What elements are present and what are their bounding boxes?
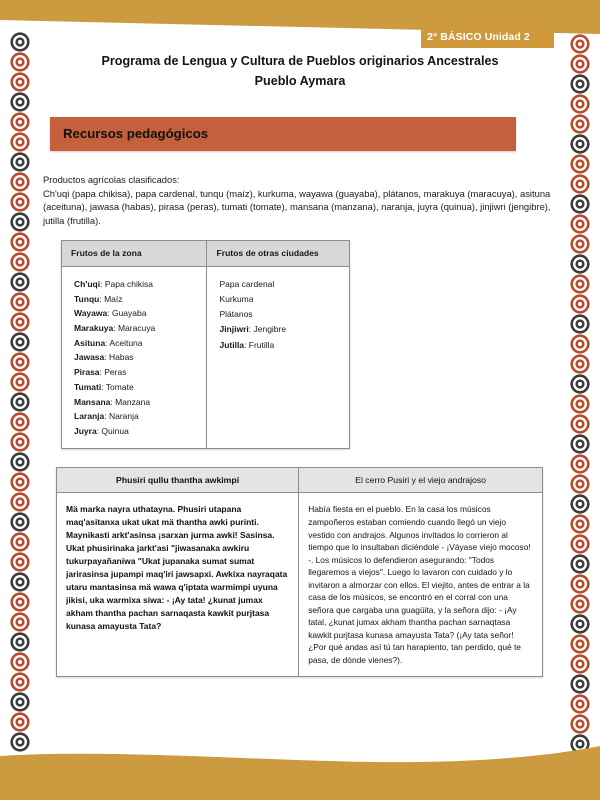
fruit-gloss: : Peras [99, 367, 127, 378]
fruit-term: Tunqu [74, 293, 100, 304]
fruit-gloss: : Habas [104, 352, 134, 363]
unit-badge [421, 28, 554, 48]
fruit-gloss: : Guayaba [107, 308, 147, 319]
bottom-gold-banner [0, 738, 600, 800]
fruit-gloss: : Manzana [110, 396, 151, 407]
story-spanish-cell [299, 493, 543, 677]
story-aymara-text: Mä marka nayra uthatayna. Phusiri utapana maq'asitanxa ukat ukat mä thantha awki purinti. Maynikasti arkt'asinsa ¡sarxan jurma awki! Sasinsa. Ukat phusirinaka jarkt'asi "jiwasanaka awkiru tukurpayañaniwa "Ukat jupanaka sumat sumat jarirasinsa jupampi maq'iri jawsapxi. Awkixa nayraqata utaru mantasinsa mä wawa q'iptata warmimpi uyuna jikisi, uka warmixa siwa: - ¡Ay tata! ¿kunat jumax akham thantha pachan sarnaqasta kawkit purjtasa kunasa amayusta Tata? [66, 504, 288, 631]
fruit-term: Juyra [74, 425, 97, 436]
list-item [74, 336, 206, 351]
fruit-term: Jinjiwri [219, 324, 249, 335]
list-item [74, 394, 206, 409]
fruit-term: Mansana [74, 396, 111, 407]
fruit-gloss: Kurkuma [219, 294, 254, 305]
frutos-otras-cell [207, 266, 350, 449]
fruit-term: Laranja [74, 411, 105, 422]
fruit-gloss: : Frutilla [244, 339, 275, 350]
frutos-zona-cell [62, 266, 207, 449]
list-item [219, 337, 349, 352]
page-title-line-1: Programa de Lengua y Cultura de Pueblos originarios Ancestrales [101, 54, 499, 68]
intro-lead-text: Productos agrícolas clasificados: [43, 174, 180, 186]
story-spanish-text: Había fiesta en el pueblo. En la casa los músicos zampoñeros estaban comiendo cuando llegó un viejo vestido con andrajos. Algunos invitados lo corrieron al tiempo que lo insultaban diciéndole - ¡Váyase viejo mocoso! -. Los músicos lo defendieron asegurando: "Todos llegaremos a viejos". Luego lo lavaron con cuidado y lo invitaron a almorzar con ellos. El viejito, antes de entrar a la casa de los músicos, se encontró en el corral con una señora que cargaba una guagüita, y la señora dijo: - ¡Ay tatal, ¿kunat jumax akham thantha pachan sarnaqtasa kawkit purjtasa kunasa amayusta Tata? (¡Ay tata señor! ¿Por qué andas así tú tan harapiento, tan perdido, qué te pasa, de dónde vienes?). [308, 504, 531, 665]
list-item [74, 306, 206, 321]
frutos-header-otras: Frutos de otras ciudades [207, 240, 350, 266]
frutos-header-zona: Frutos de la zona [62, 240, 207, 266]
list-item [74, 277, 206, 292]
list-item [74, 292, 206, 307]
list-item [74, 321, 206, 336]
fruit-gloss: : Maíz [99, 293, 123, 304]
frutos-table-body-row [62, 266, 350, 449]
right-decorative-ribbon [562, 28, 598, 773]
fruit-term: Asituna [74, 337, 106, 348]
page-content [42, 52, 558, 677]
fruit-gloss: : Naranja [104, 411, 139, 422]
fruit-term: Ch'uqi [74, 279, 101, 289]
frutos-otras-list [207, 277, 349, 352]
frutos-table [61, 240, 350, 450]
fruit-gloss: : Jengibre [248, 324, 287, 335]
intro-paragraph [43, 173, 553, 228]
story-table [56, 467, 543, 677]
story-table-header-row [57, 468, 543, 493]
story-header-aymara-label: Phusiri qullu thantha awkimpi [116, 475, 240, 486]
list-item [74, 409, 206, 424]
section-header-bar [50, 117, 516, 151]
list-item [74, 380, 206, 395]
frutos-zona-list [62, 277, 206, 439]
story-table-body-row [57, 493, 543, 677]
story-header-spanish-label: El cerro Pusiri y el viejo andrajoso [355, 475, 487, 486]
story-aymara-cell [57, 493, 299, 677]
fruit-gloss: : Aceituna [105, 337, 143, 348]
fruit-gloss: : Quinua [96, 425, 129, 436]
fruit-term: Jawasa [74, 352, 105, 363]
section-header-label: Recursos pedagógicos [63, 126, 209, 142]
list-item [219, 292, 349, 307]
page-title-line-2: Pueblo Aymara [254, 73, 346, 88]
frutos-table-header-row [62, 240, 350, 266]
intro-body-text: Ch'uqi (papa chikisa), papa cardenal, tunqu (maíz), kurkuma, wayawa (guayaba), plátanos, marakuya (maracuya), asituna (aceituna), jawasa (habas), pirasa (peras), tumati (tomate), mansana (manzana), naranja, juyra (quinua), jinjiwri (jengibre), jutilla (frutilla). [43, 187, 551, 227]
list-item [219, 322, 349, 337]
list-item [219, 277, 349, 292]
fruit-term: Wayawa [74, 308, 108, 319]
list-item [74, 365, 206, 380]
fruit-gloss: : Maracuya [113, 323, 156, 334]
story-header-aymara-cell [57, 468, 299, 493]
list-item [74, 350, 206, 365]
fruit-gloss: Plátanos [219, 309, 253, 320]
fruit-gloss: : Tomate [101, 381, 134, 392]
page-title [42, 52, 558, 91]
fruit-term: Tumati [74, 381, 102, 392]
fruit-gloss: Papa cardenal [219, 279, 275, 290]
left-decorative-ribbon [2, 28, 38, 773]
list-item [74, 424, 206, 439]
list-item [219, 307, 349, 322]
unit-badge-label: 2° BÁSICO Unidad 2 [427, 31, 530, 43]
fruit-term: Jutilla [219, 339, 245, 350]
fruit-term: Pirasa [74, 367, 100, 378]
fruit-gloss: : Papa chikisa [100, 279, 154, 289]
fruit-term: Marakuya [74, 323, 114, 334]
story-header-spanish-cell [299, 468, 543, 493]
